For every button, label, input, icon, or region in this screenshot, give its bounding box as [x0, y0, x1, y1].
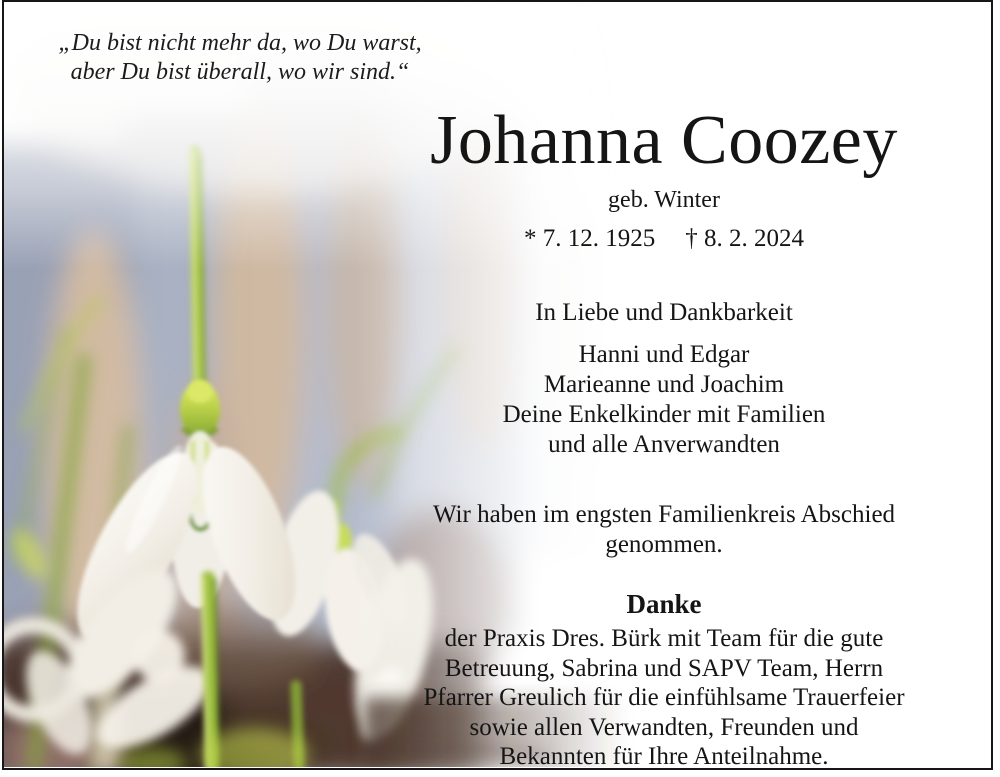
quote-line-1: „Du bist nicht mehr da, wo Du warst,: [58, 30, 422, 56]
deceased-name: Johanna Coozey: [430, 102, 898, 179]
thanks-text: [379, 624, 949, 770]
notice-frame: [2, 0, 993, 770]
memorial-quote: [30, 29, 450, 87]
thanks-line: Pfarrer Greulich für die einfühlsame Trauerfeier: [423, 684, 905, 711]
mourner-line: Marieanne und Joachim: [543, 371, 785, 398]
thanks-heading: Danke: [626, 589, 702, 619]
thanks-line: der Praxis Dres. Bürk mit Team für die gute: [444, 625, 884, 652]
mourners-list: [379, 340, 949, 460]
quote-line-2: aber Du bist überall, wo wir sind.“: [70, 59, 410, 85]
thanks-line: Bekannten für Ihre Anteilnahme.: [499, 743, 829, 770]
death-date: † 8. 2. 2024: [685, 225, 804, 252]
mourner-line: Hanni und Edgar: [578, 341, 750, 368]
intro-line: In Liebe und Dankbarkeit: [535, 299, 793, 326]
farewell-text: [379, 500, 949, 560]
maiden-name: geb. Winter: [608, 187, 720, 213]
mourner-line: Deine Enkelkinder mit Familien: [502, 401, 826, 428]
farewell-line-1: Wir haben im engsten Familienkreis Abschied: [432, 501, 896, 528]
thanks-line: sowie allen Verwandten, Freunden und: [469, 713, 859, 741]
birth-date: * 7. 12. 1925: [524, 225, 656, 252]
thanks-line: Betreuung, Sabrina und SAPV Team, Herrn: [444, 654, 884, 682]
notice-body: [379, 102, 949, 770]
mourner-line: und alle Anverwandten: [548, 431, 780, 458]
farewell-line-2: genommen.: [605, 531, 723, 558]
life-dates: [379, 224, 949, 254]
